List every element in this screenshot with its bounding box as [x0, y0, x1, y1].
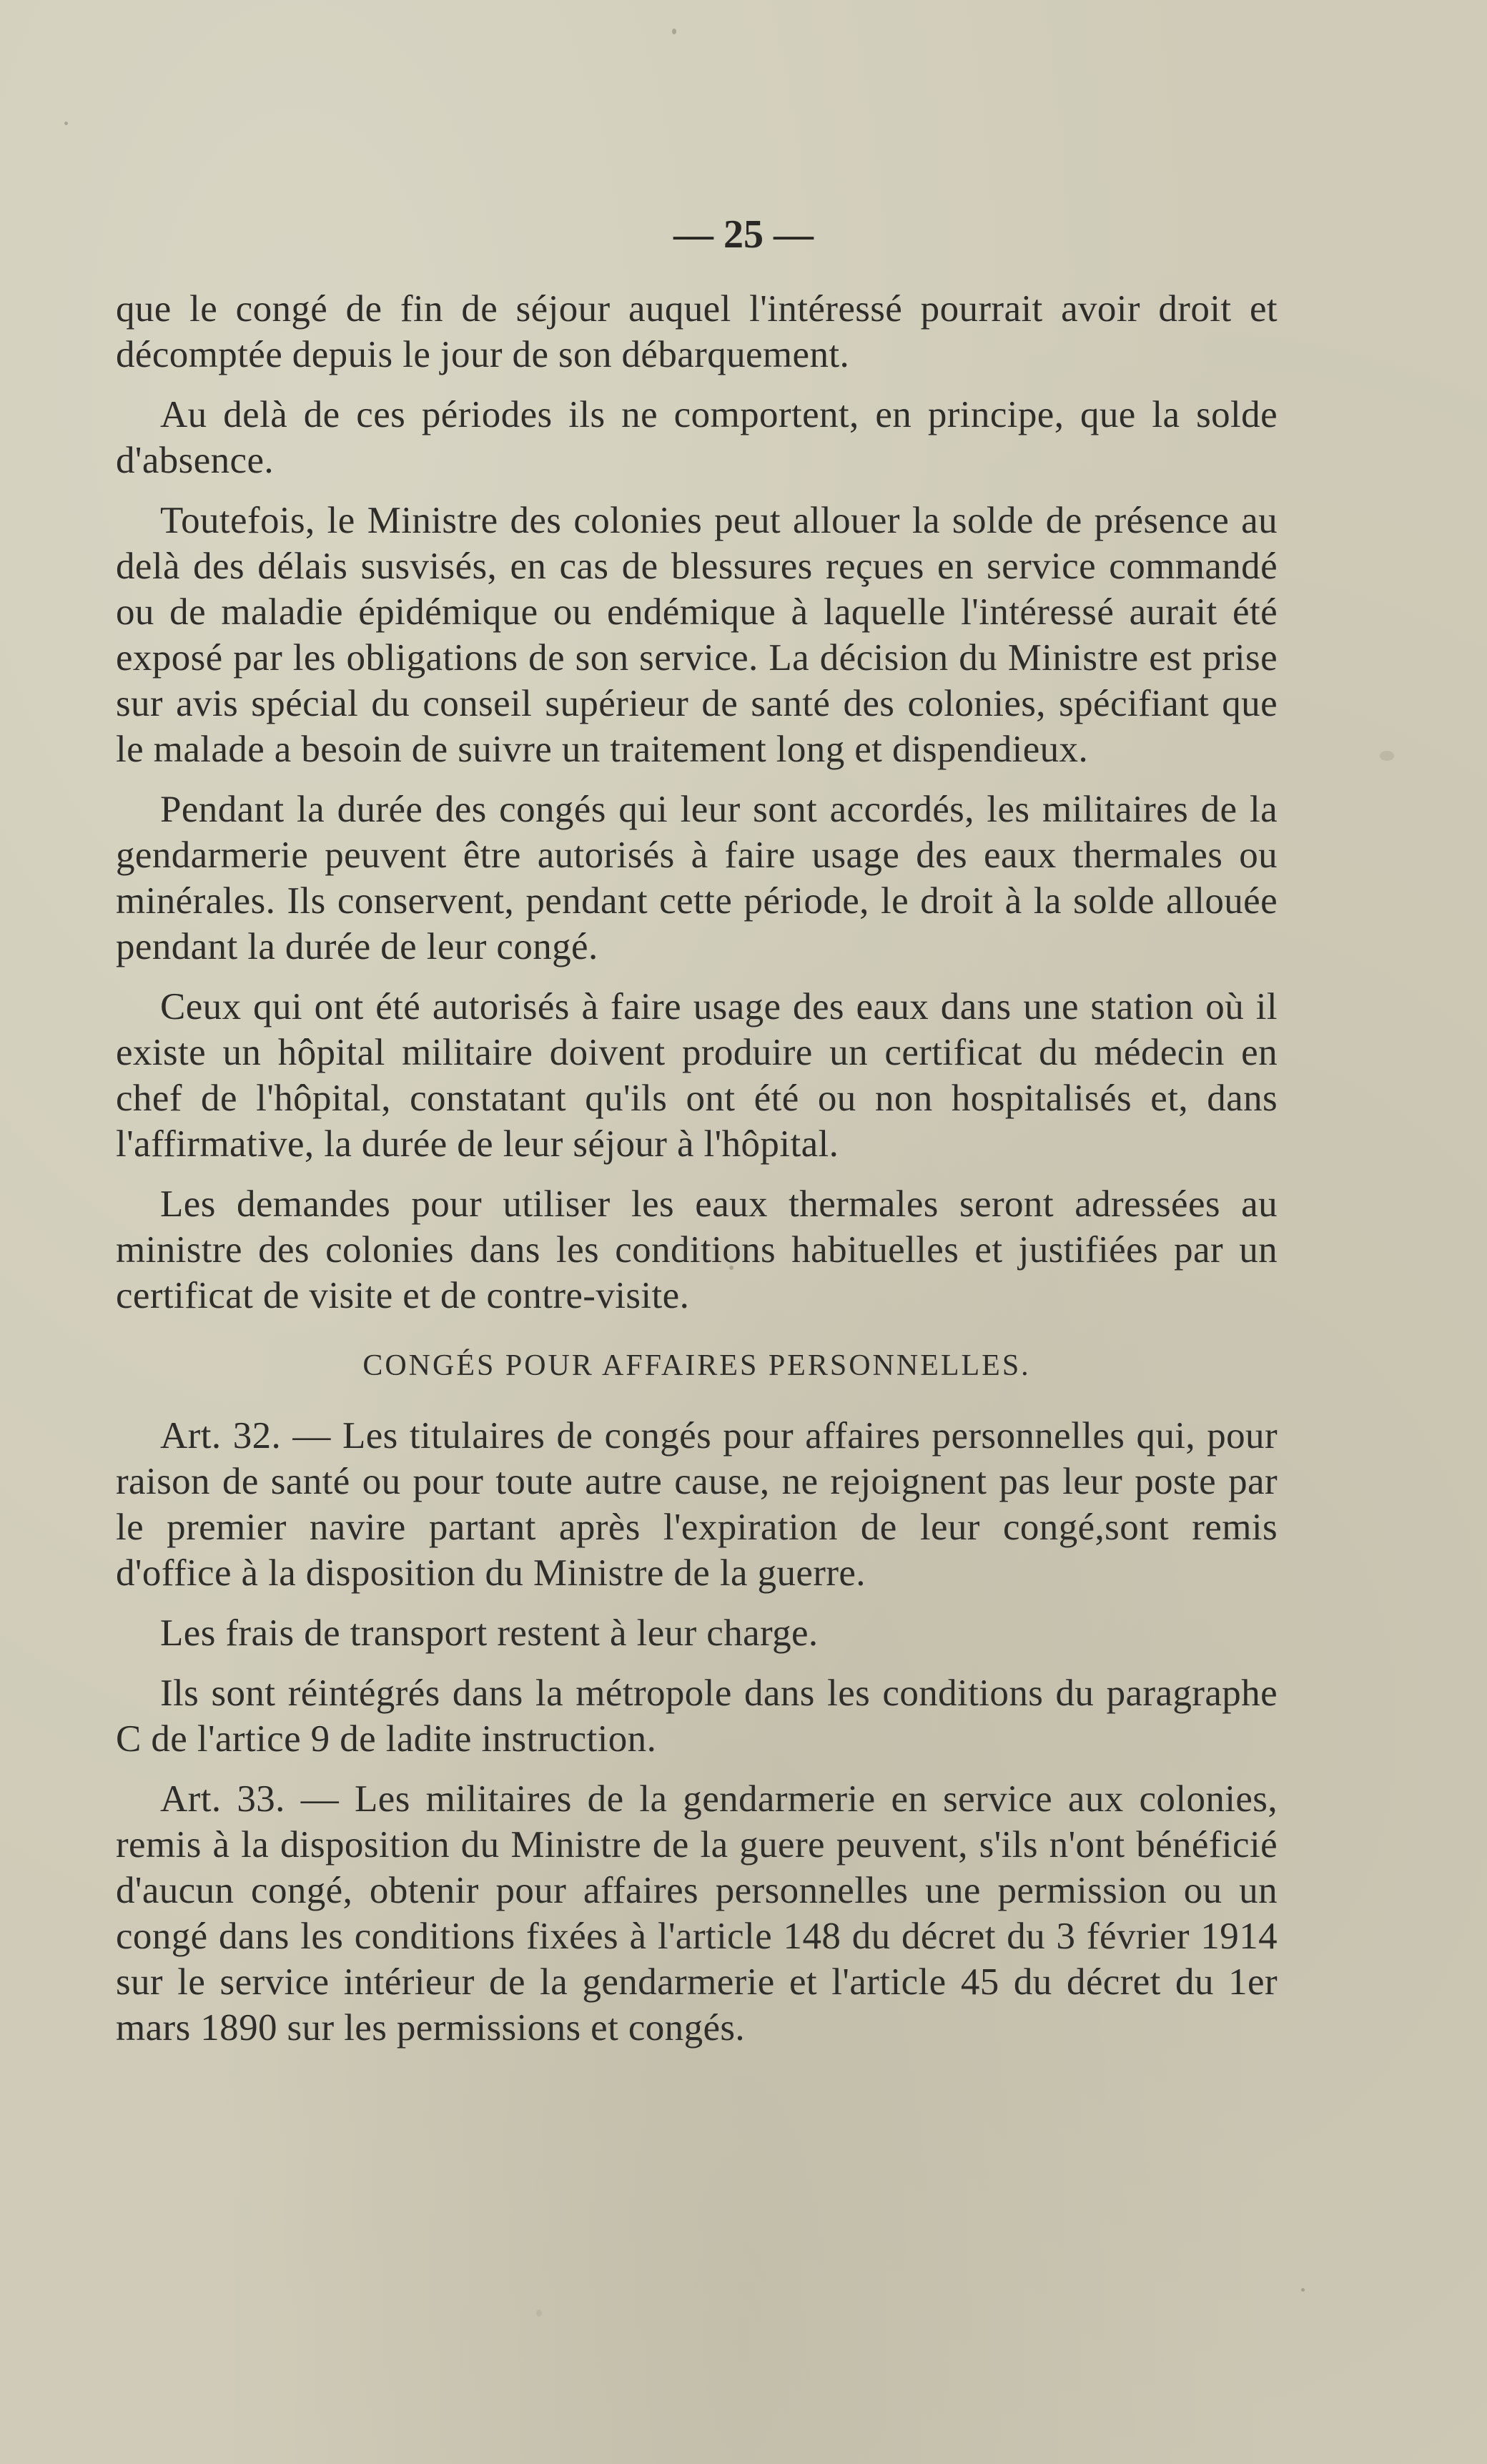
- paper-speck: [1301, 2288, 1305, 2292]
- paper-speck: [672, 29, 676, 34]
- paragraph: Ils sont réintégrés dans la métropole dans les conditions du paragraphe C de l'artice 9 de ladite instruction.: [116, 1672, 1278, 1760]
- paragraph: Les frais de transport restent à leur charge.: [160, 1612, 819, 1654]
- body-text: [116, 207, 1278, 2065]
- paper-speck: [1380, 751, 1394, 761]
- section-heading: CONGÉS POUR AFFAIRES PERSONNELLES.: [362, 1349, 1031, 1382]
- paragraph: Pendant la durée des congés qui leur sont accordés, les militaires de la gendarmerie peuvent être autorisés à faire usage des eaux thermales ou minérales. Ils conservent, pendant cette période, le droit à la solde allouée pendant la durée de leur congé.: [116, 789, 1278, 967]
- article-paragraph: Art. 33. — Les militaires de la gendarmerie en service aux colonies, remis à la disposition du Ministre de la guere peuvent, s'ils n'ont bénéficié d'aucun congé, obtenir pour affaires personnelles une permission ou un congé dans les conditions fixées à l'article 148 du décret du 3 février 1914 sur le service intérieur de la gendarmerie et l'article 45 du décret du 1er mars 1890 sur les permissions et congés.: [116, 1778, 1278, 2049]
- paper-speck: [729, 1266, 733, 1270]
- paper-speck: [64, 122, 68, 125]
- paragraph: Les demandes pour utiliser les eaux thermales seront adressées au ministre des colonies dans les conditions habituelles et justifiées par un certificat de visite et de contre-visite.: [116, 1183, 1278, 1316]
- paper-speck: [536, 2310, 542, 2317]
- paragraph: Toutefois, le Ministre des colonies peut allouer la solde de présence au delà des délais susvisés, en cas de blessures reçues en service commandé ou de maladie épidémique ou endémique à laquelle l'intéressé aurait été exposé par les obligations de son service. La décision du Ministre est prise sur avis spécial du conseil supérieur de santé des colonies, spécifiant que le malade a besoin de suivre un traitement long et dispendieux.: [116, 500, 1278, 770]
- paragraph: Au delà de ces périodes ils ne comportent, en principe, que la solde d'absence.: [116, 394, 1278, 481]
- page-number: — 25 —: [673, 212, 814, 257]
- paragraph: Ceux qui ont été autorisés à faire usage des eaux dans une station où il existe un hôpital militaire doivent produire un certificat du médecin en chef de l'hôpital, constatant qu'ils ont été ou non hospitalisés et, dans l'affirmative, la durée de leur séjour à l'hôpital.: [116, 986, 1278, 1165]
- paragraph: que le congé de fin de séjour auquel l'intéressé pourrait avoir droit et décomptée depuis le jour de son débarquement.: [116, 288, 1278, 375]
- article-paragraph: Art. 32. — Les titulaires de congés pour affaires personnelles qui, pour raison de santé ou pour toute autre cause, ne rejoignent pas leur poste par le premier navire partant après l'expiration de leur congé,sont remis d'office à la disposition du Ministre de la guerre.: [116, 1415, 1278, 1594]
